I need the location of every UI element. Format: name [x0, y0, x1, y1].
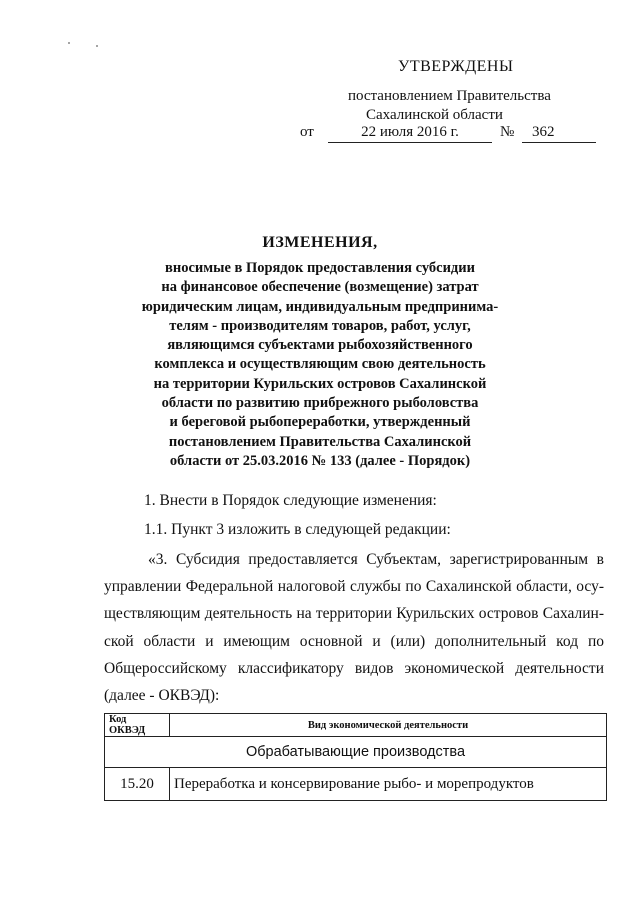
quote-line: «3. Субсидия предоставляется Субъектам, зарегистрированным в [148, 551, 604, 568]
document-title: ИЗМЕНЕНИЯ, [262, 234, 378, 251]
table-section-row [105, 737, 607, 768]
subtitle-line: комплекса и осуществляющим свою деятельность [154, 356, 486, 373]
paragraph-1: 1. Внести в Порядок следующие изменения: [144, 492, 437, 509]
document-subtitle [0, 259, 640, 471]
quote-line: ществляющим деятельность на территории Курильских островов Сахалин- [104, 605, 604, 623]
subtitle-line: телям - производителям товаров, работ, услуг, [169, 317, 471, 334]
number-label: № [500, 124, 515, 140]
paragraph-1-1: 1.1. Пункт 3 изложить в следующей редакции: [144, 521, 451, 538]
subtitle-line: на финансовое обеспечение (возмещение) затрат [161, 279, 479, 296]
quote-line: Общероссийскому классификатору видов экономической деятельности [104, 659, 604, 677]
table-header-row [105, 714, 607, 737]
okved-table [104, 713, 607, 801]
subtitle-line: области от 25.03.2016 № 133 (далее - Порядок) [169, 452, 471, 469]
approval-number: 362 [532, 124, 555, 140]
subtitle-line: постановлением Правительства Сахалинской [168, 433, 472, 450]
subtitle-line: вносимые в Порядок предоставления субсидии [165, 260, 475, 276]
approval-date: 22 июля 2016 г. [328, 124, 492, 143]
section-label: Обрабатывающие производства [105, 737, 607, 768]
approval-number-field [522, 124, 596, 143]
okved-code: 15.20 [105, 768, 170, 801]
subtitle-line: являющимся субъектами рыбохозяйственного [167, 337, 473, 354]
approval-line-1: постановлением Правительства [348, 88, 551, 104]
quote-line: управлении Федеральной налоговой службы по Сахалинской области, осу- [104, 578, 604, 596]
column-header-activity: Вид экономической деятельности [170, 714, 607, 737]
column-header-code: Код ОКВЭД [105, 714, 170, 737]
activity-name: Переработка и консервирование рыбо- и морепродуктов [170, 768, 607, 801]
quote-line: ской области и имеющим основной и (или) дополнительный код по [104, 632, 604, 650]
subtitle-line: юридическим лицам, индивидуальным предпринима- [141, 298, 499, 315]
scan-speck [96, 45, 98, 47]
approval-line-2: Сахалинской области [366, 107, 503, 123]
approval-title: УТВЕРЖДЕНЫ [398, 58, 514, 75]
from-label: от [300, 124, 314, 140]
scan-speck [68, 42, 70, 44]
table-row [105, 768, 607, 801]
approval-date-row [300, 124, 600, 144]
subtitle-line: и береговой рыбопереработки, утвержденный [169, 414, 471, 431]
quote-line: (далее - ОКВЭД): [104, 687, 220, 705]
subtitle-line: на территории Курильских островов Сахалинской [153, 375, 487, 392]
quoted-paragraph-3 [104, 546, 604, 709]
subtitle-line: области по развитию прибрежного рыболовства [161, 395, 479, 412]
